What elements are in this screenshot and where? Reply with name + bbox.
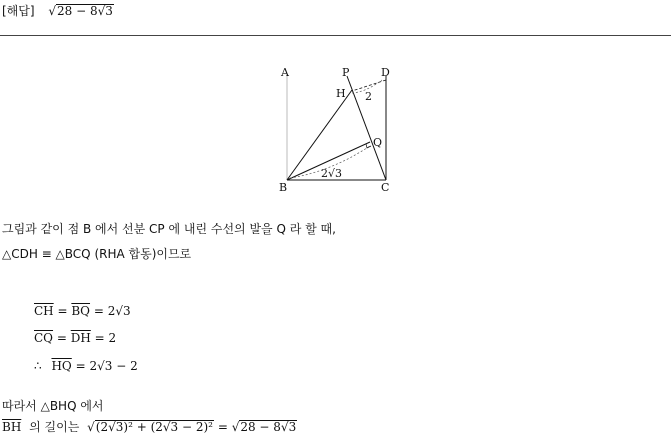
answer-value — [48, 4, 114, 18]
eq2-value: 2 — [108, 331, 117, 345]
sqrt-symbol-icon: √ — [231, 420, 240, 434]
seg-cq: $\overline{CQ}$ — [34, 331, 54, 345]
answer-radicand: 28 − 8√3 — [57, 4, 113, 18]
label-p: P — [342, 66, 350, 79]
seg-hq: $\overline{HQ}$ — [51, 359, 72, 373]
sqrt-symbol-icon: √ — [48, 4, 57, 18]
eq3-value: 2√3 − 2 — [89, 359, 138, 373]
sqrt-symbol-icon: √ — [87, 420, 95, 434]
geometry-figure — [270, 62, 400, 197]
seg-ch: $\overline{CH}$ — [34, 304, 54, 318]
eq1-value: 2√3 — [107, 304, 131, 318]
length-hd: 2 — [365, 90, 372, 103]
equation-1: $\overline{CH} = \overline{BQ} = 2√3$ — [34, 304, 131, 318]
conclusion-line-2: $\overline{BH}$ 의 길이는 √(2√3)² + (2√3 − 2)² = √28 − 8√3 — [2, 420, 297, 434]
label-d: D — [381, 66, 390, 79]
label-q: Q — [373, 136, 383, 149]
seg-dh: $\overline{DH}$ — [70, 331, 91, 345]
right-angle-mark — [366, 144, 371, 148]
divider — [0, 35, 671, 36]
conclusion-line-1: 따라서 △BHQ 에서 — [2, 399, 104, 413]
seg-bh: $\overline{BH}$ — [2, 420, 22, 434]
answer-header — [2, 2, 114, 19]
seg-bq: $\overline{BQ}$ — [71, 304, 91, 318]
label-c: C — [381, 181, 390, 194]
label-b: B — [279, 181, 288, 194]
therefore-icon: ∴ — [34, 359, 42, 373]
result-radicand: 28 − 8√3 — [240, 420, 297, 434]
equation-3: ∴ $\overline{HQ} = 2√3 - 2$ — [34, 359, 138, 373]
label-a: A — [281, 66, 289, 79]
answer-label: [해답] — [2, 4, 35, 18]
label-h: H — [336, 87, 346, 100]
body-line-1: 그림과 같이 점 B 에서 선분 CP 에 내린 수선의 발을 Q 라 할 때, — [2, 222, 336, 236]
conclusion-text: 의 길이는 — [29, 420, 80, 434]
body-line-2: △CDH ≡ △BCQ (RHA 합동)이므로 — [2, 247, 192, 261]
length-bq: 2√3 — [321, 167, 343, 180]
equation-2: $\overline{CQ} = \overline{DH} = 2$ — [34, 331, 117, 345]
inner-expression: (2√3)² + (2√3 − 2)² — [95, 420, 213, 434]
line-bh — [287, 90, 352, 180]
